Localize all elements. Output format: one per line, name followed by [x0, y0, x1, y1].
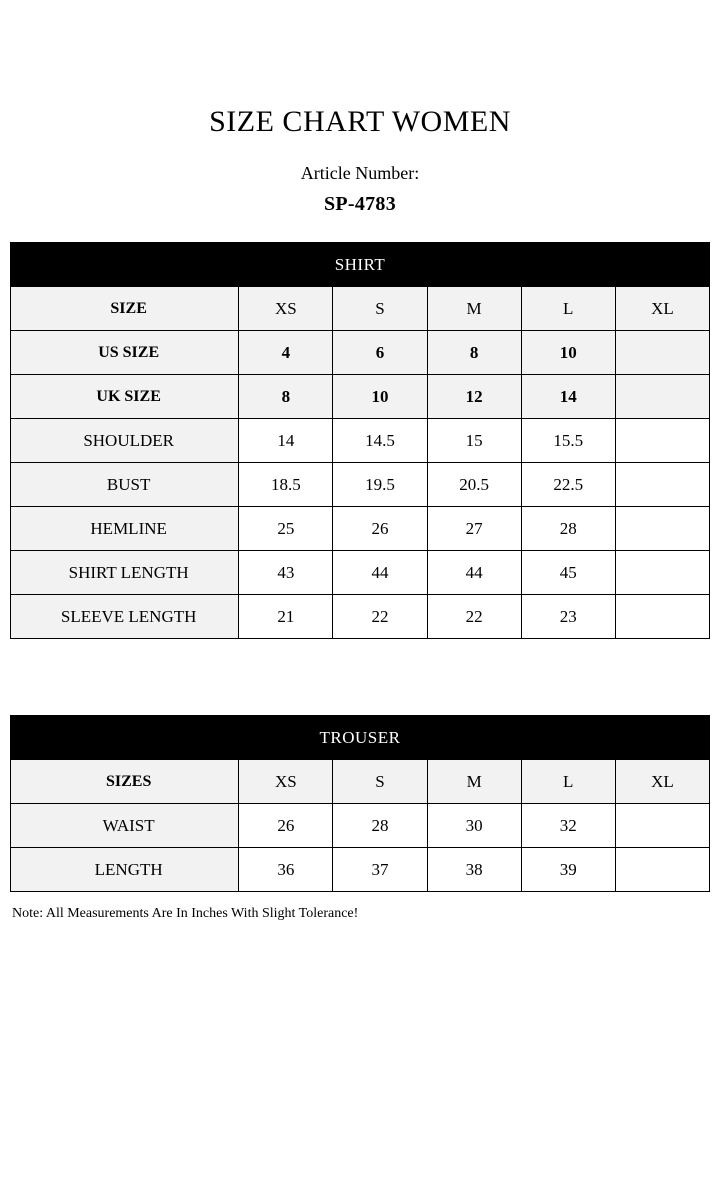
- cell-bust-m: 20.5: [427, 463, 521, 507]
- cell-us-size-xs: 4: [239, 331, 333, 375]
- column-header-m: M: [427, 760, 521, 804]
- cell-shirt-length-m: 44: [427, 551, 521, 595]
- cell-waist-s: 28: [333, 804, 427, 848]
- cell-shirt-length-l: 45: [521, 551, 615, 595]
- cell-shirt-length-xs: 43: [239, 551, 333, 595]
- cell-shoulder-xs: 14: [239, 419, 333, 463]
- article-number-value: SP-4783: [323, 193, 397, 215]
- row-label-us-size: US SIZE: [11, 331, 239, 375]
- table-section-heading-row: [11, 716, 710, 760]
- cell-bust-s: 19.5: [333, 463, 427, 507]
- cell-hemline-s: 26: [333, 507, 427, 551]
- cell-hemline-xs: 25: [239, 507, 333, 551]
- column-header-xl: XL: [615, 760, 709, 804]
- trouser-section-heading: TROUSER: [11, 716, 710, 760]
- shirt-table-wrapper: [10, 242, 710, 639]
- cell-sleeve-length-l: 23: [521, 595, 615, 639]
- cell-hemline-l: 28: [521, 507, 615, 551]
- size-chart-page: [0, 105, 720, 1185]
- shirt-section-heading: SHIRT: [11, 243, 710, 287]
- table-header-row: [11, 760, 710, 804]
- table-row: [11, 419, 710, 463]
- cell-bust-l: 22.5: [521, 463, 615, 507]
- table-row: [11, 804, 710, 848]
- cell-uk-size-l: 14: [521, 375, 615, 419]
- row-label-length: LENGTH: [11, 848, 239, 892]
- row-label-waist: WAIST: [11, 804, 239, 848]
- cell-us-size-s: 6: [333, 331, 427, 375]
- row-label-bust: BUST: [11, 463, 239, 507]
- table-row: [11, 331, 710, 375]
- column-header-sizes: SIZES: [11, 760, 239, 804]
- cell-length-xs: 36: [239, 848, 333, 892]
- cell-shirt-length-s: 44: [333, 551, 427, 595]
- trouser-table-wrapper: [10, 715, 710, 892]
- cell-bust-xl: [615, 463, 709, 507]
- cell-shoulder-xl: [615, 419, 709, 463]
- column-header-l: L: [521, 760, 615, 804]
- cell-uk-size-xl: [615, 375, 709, 419]
- column-header-xs: XS: [239, 760, 333, 804]
- column-header-xl: XL: [615, 287, 709, 331]
- cell-us-size-xl: [615, 331, 709, 375]
- table-header-row: [11, 287, 710, 331]
- cell-shoulder-m: 15: [427, 419, 521, 463]
- cell-shoulder-s: 14.5: [333, 419, 427, 463]
- cell-length-xl: [615, 848, 709, 892]
- cell-uk-size-s: 10: [333, 375, 427, 419]
- column-header-size: SIZE: [11, 287, 239, 331]
- table-section-heading-row: [11, 243, 710, 287]
- cell-waist-xl: [615, 804, 709, 848]
- cell-shoulder-l: 15.5: [521, 419, 615, 463]
- cell-us-size-l: 10: [521, 331, 615, 375]
- cell-waist-xs: 26: [239, 804, 333, 848]
- table-row: [11, 507, 710, 551]
- cell-sleeve-length-xs: 21: [239, 595, 333, 639]
- shirt-size-table: [10, 242, 710, 639]
- cell-sleeve-length-s: 22: [333, 595, 427, 639]
- trouser-size-table: [10, 715, 710, 892]
- cell-waist-m: 30: [427, 804, 521, 848]
- row-label-uk-size: UK SIZE: [11, 375, 239, 419]
- measurement-note: Note: All Measurements Are In Inches With Slight Tolerance!: [12, 906, 359, 921]
- cell-hemline-xl: [615, 507, 709, 551]
- cell-sleeve-length-xl: [615, 595, 709, 639]
- row-label-shoulder: SHOULDER: [11, 419, 239, 463]
- table-row: [11, 551, 710, 595]
- table-row: [11, 375, 710, 419]
- column-header-l: L: [521, 287, 615, 331]
- cell-bust-xs: 18.5: [239, 463, 333, 507]
- row-label-hemline: HEMLINE: [11, 507, 239, 551]
- cell-uk-size-m: 12: [427, 375, 521, 419]
- cell-length-l: 39: [521, 848, 615, 892]
- table-row: [11, 848, 710, 892]
- cell-sleeve-length-m: 22: [427, 595, 521, 639]
- article-number-label: Article Number:: [300, 163, 420, 183]
- cell-uk-size-xs: 8: [239, 375, 333, 419]
- row-label-shirt-length: SHIRT LENGTH: [11, 551, 239, 595]
- cell-hemline-m: 27: [427, 507, 521, 551]
- cell-shirt-length-xl: [615, 551, 709, 595]
- cell-length-m: 38: [427, 848, 521, 892]
- table-row: [11, 595, 710, 639]
- column-header-s: S: [333, 287, 427, 331]
- cell-us-size-m: 8: [427, 331, 521, 375]
- column-header-s: S: [333, 760, 427, 804]
- column-header-m: M: [427, 287, 521, 331]
- row-label-sleeve-length: SLEEVE LENGTH: [11, 595, 239, 639]
- page-title: SIZE CHART WOMEN: [209, 105, 511, 138]
- cell-waist-l: 32: [521, 804, 615, 848]
- column-header-xs: XS: [239, 287, 333, 331]
- table-row: [11, 463, 710, 507]
- cell-length-s: 37: [333, 848, 427, 892]
